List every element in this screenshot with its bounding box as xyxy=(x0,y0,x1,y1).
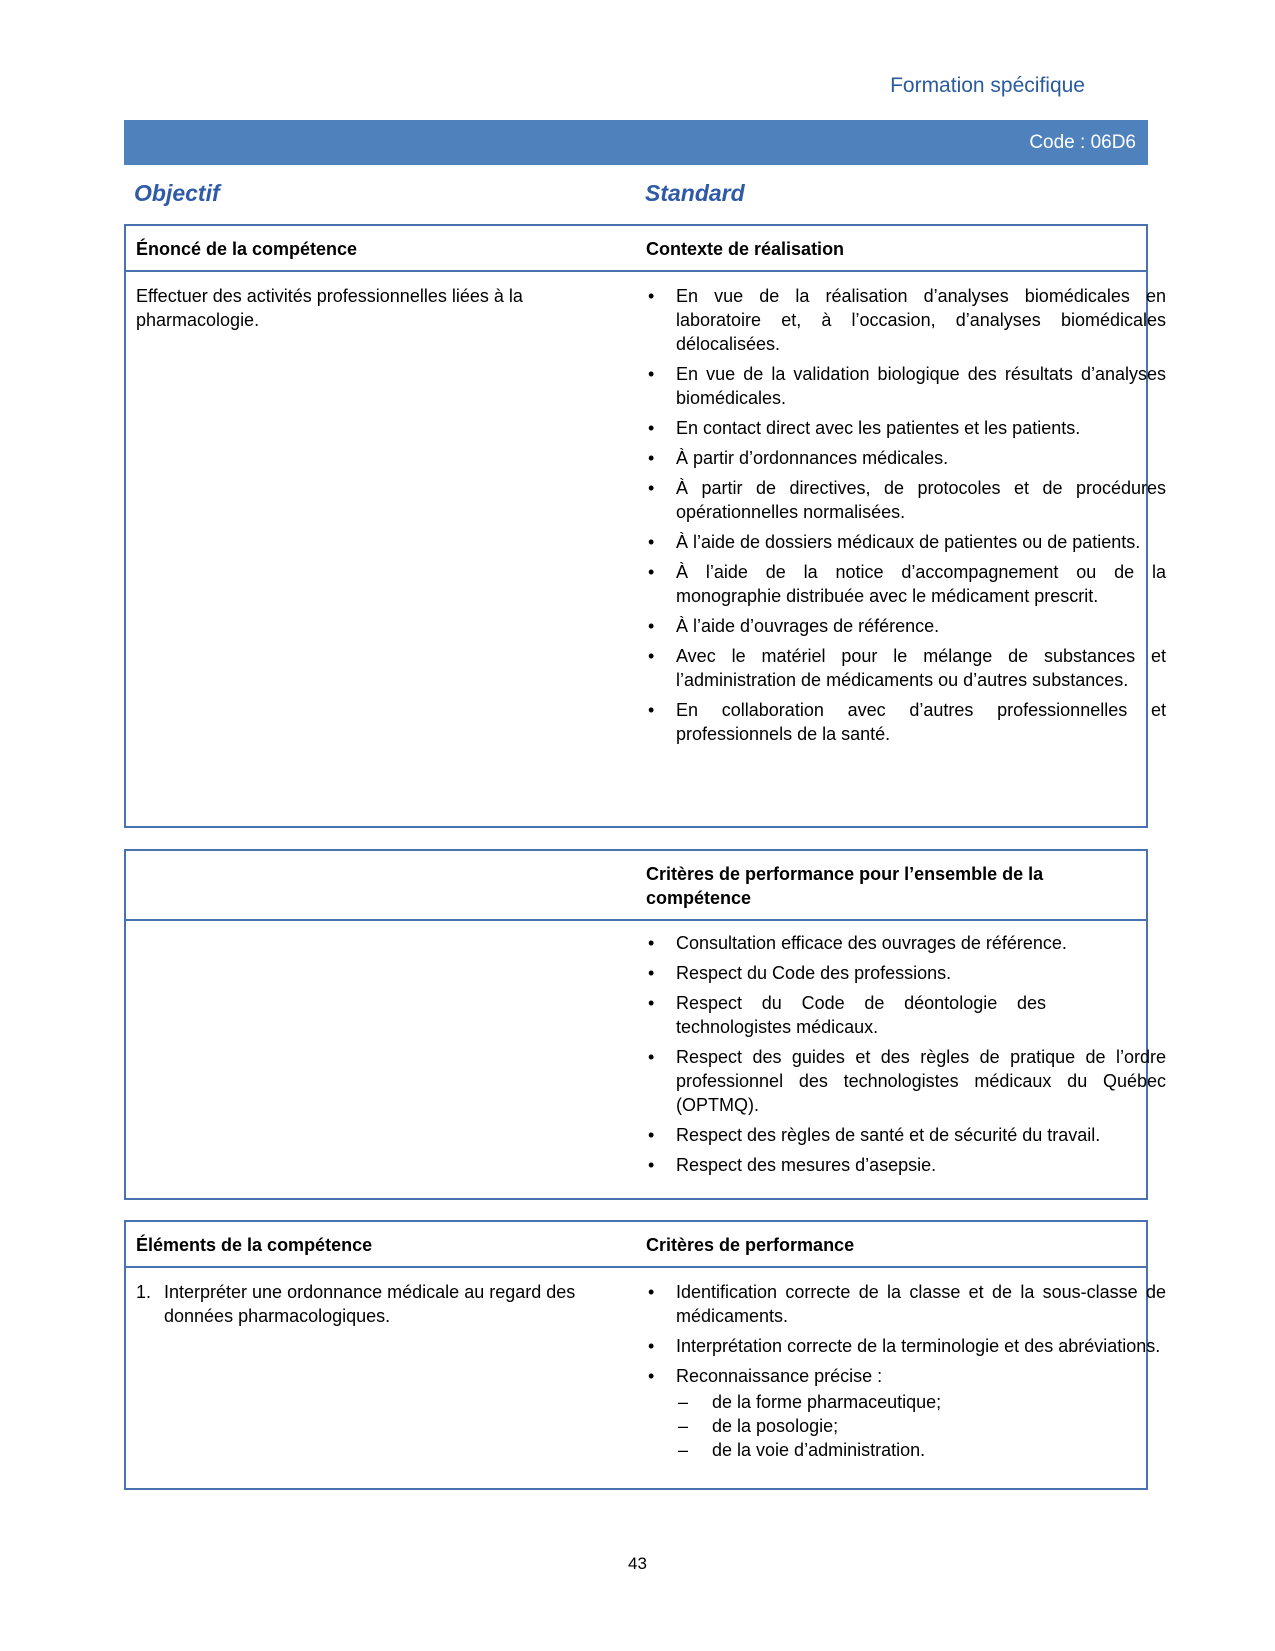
performance-criteria-list xyxy=(646,1280,1166,1388)
context-item: • En vue de la réalisation d’analyses biomédicales en laboratoire et, à l’occasion, d’analyses biomédicales délocalisées. xyxy=(646,284,1166,356)
competency-statement: Effectuer des activités professionnelles liées à la pharmacologie. xyxy=(136,286,523,330)
context-list xyxy=(646,284,1166,752)
context-item: • À l’aide de la notice d’accompagnement ou de la monographie distribuée avec le médicament prescrit. xyxy=(646,560,1166,608)
page-number: 43 xyxy=(628,1554,647,1573)
performance-criteria-heading: Critères de performance xyxy=(646,1235,855,1255)
objectif-label: Objectif xyxy=(134,180,220,206)
criteria-item: • Respect du Code des professions. xyxy=(646,961,1166,985)
element-item xyxy=(136,1280,634,1328)
element-text: Interpréter une ordonnance médicale au regard des données pharmacologiques. xyxy=(164,1282,576,1326)
context-item: • À l’aide de dossiers médicaux de patientes ou de patients. xyxy=(646,530,1166,554)
section1-header xyxy=(126,226,1146,272)
sub-criteria-list xyxy=(646,1390,1166,1462)
elements-box xyxy=(124,1220,1166,1490)
context-item: • À partir d’ordonnances médicales. xyxy=(646,446,1166,470)
context-item: • Avec le matériel pour le mélange de substances et l’administration de médicaments ou d’autres substances. xyxy=(646,644,1166,692)
context-item: • En contact direct avec les patientes et les patients. xyxy=(646,416,1166,440)
section3-body xyxy=(126,1268,1166,1460)
criteria-item: • Respect des mesures d’asepsie. xyxy=(646,1153,1166,1177)
section3-header xyxy=(126,1222,1146,1268)
statement-heading: Énoncé de la compétence xyxy=(136,239,358,259)
context-item: • En collaboration avec d’autres professionnelles et professionnels de la santé. xyxy=(646,698,1166,746)
objective-standard-labels xyxy=(134,180,1134,208)
criteria-item: • Reconnaissance précise : xyxy=(646,1364,1166,1388)
criteria-item: • Respect des guides et des règles de pratique de l’ordre professionnel des technologistes médicaux du Québec (OPTMQ). xyxy=(646,1045,1166,1117)
sub-criteria-item: – de la forme pharmaceutique; xyxy=(676,1390,1166,1414)
sub-criteria-item: – de la posologie; xyxy=(676,1414,1166,1438)
sub-criteria-item: – de la voie d’administration. xyxy=(676,1438,1166,1462)
elements-heading: Éléments de la compétence xyxy=(136,1235,373,1255)
context-item: • À l’aide d’ouvrages de référence. xyxy=(646,614,1166,638)
context-heading: Contexte de réalisation xyxy=(646,239,845,259)
criteria-item: • Identification correcte de la classe et de la sous-classe de médicaments. xyxy=(646,1280,1166,1328)
overall-criteria-box xyxy=(124,849,1166,1200)
performance-criteria-column xyxy=(646,1280,1166,1462)
code-bar xyxy=(124,120,1148,165)
criteria-item: • Respect des règles de santé et de sécurité du travail. xyxy=(646,1123,1166,1147)
criteria-item: • Respect du Code de déontologie des technologistes médicaux. xyxy=(646,991,1166,1039)
overall-criteria-heading: Critères de performance pour l’ensemble de la compétence xyxy=(646,864,1044,908)
competency-code: Code : 06D6 xyxy=(1029,132,1136,153)
criteria-item: • Consultation efficace des ouvrages de référence. xyxy=(646,931,1166,955)
section2-header xyxy=(126,851,1146,921)
standard-label: Standard xyxy=(645,180,745,206)
overall-criteria-list xyxy=(646,931,1166,1183)
context-item: • En vue de la validation biologique des résultats d’analyses biomédicales. xyxy=(646,362,1166,410)
context-item: • À partir de directives, de protocoles et de procédures opérationnelles normalisées. xyxy=(646,476,1166,524)
criteria-item: • Interprétation correcte de la terminologie et des abréviations. xyxy=(646,1334,1166,1358)
competency-statement-box xyxy=(124,224,1166,828)
program-title: Formation spécifique xyxy=(890,74,1085,97)
element-number: 1. xyxy=(136,1282,152,1302)
